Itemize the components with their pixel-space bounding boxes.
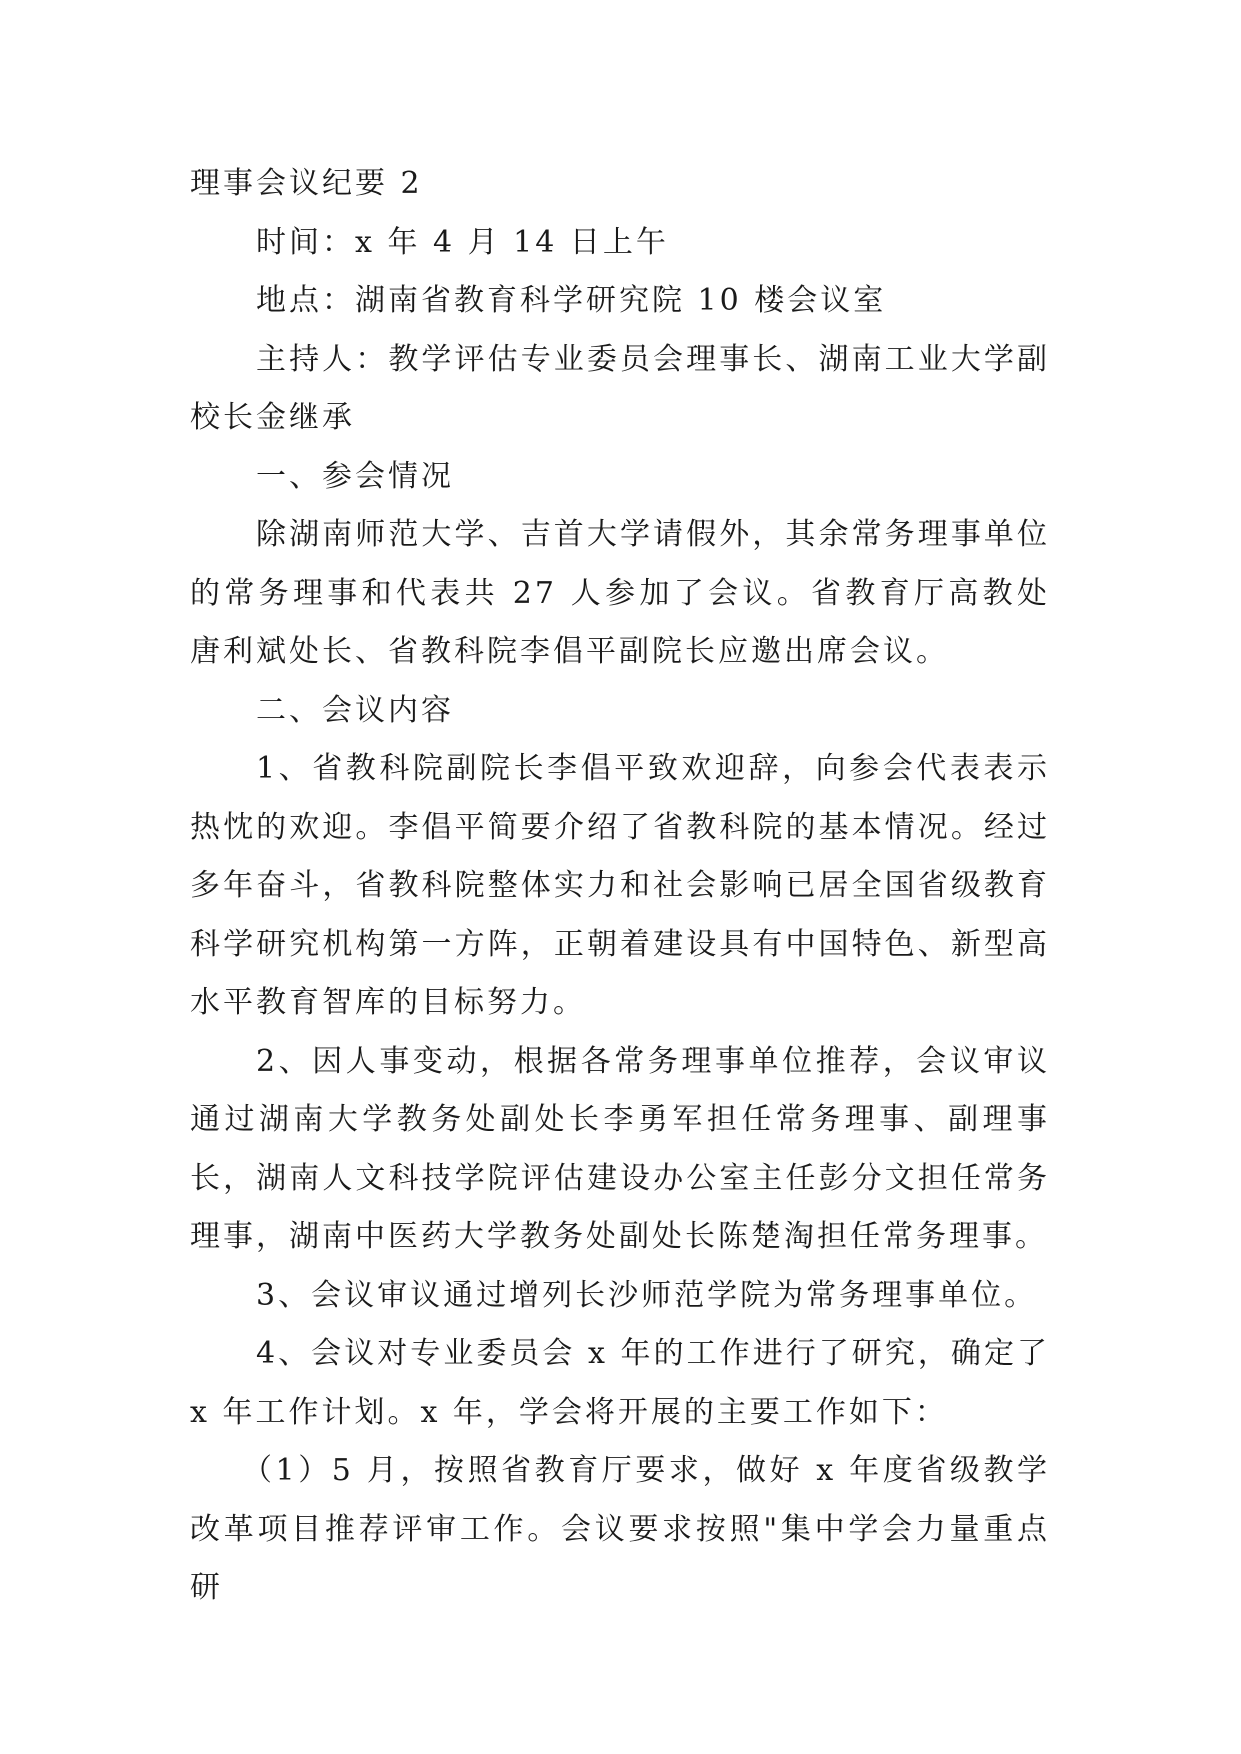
content-item-3: 3、会议审议通过增列长沙师范学院为常务理事单位。 <box>256 1277 1038 1313</box>
document-body <box>190 155 1050 1618</box>
meeting-host: 主持人：教学评估专业委员会理事长、湖南工业大学副校长金继承 <box>190 341 1050 435</box>
content-item-1: 1、省教科院副院长李倡平致欢迎辞，向参会代表表示热忱的欢迎。李倡平简要介绍了省教科院的基本情况。经过多年奋斗，省教科院整体实力和社会影响已居全国省级教育科学研究机构第一方阵，正朝着建设具有中国特色、新型高水平教育智库的目标努力。 <box>190 751 1050 1020</box>
content-item-2: 2、因人事变动，根据各常务理事单位推荐，会议审议通过湖南大学教务处副处长李勇军担任常务理事、副理事长，湖南人文科技学院评估建设办公室主任彭分文担任常务理事，湖南中医药大学教务处副处长陈楚淘担任常务理事。 <box>190 1043 1050 1254</box>
meeting-location: 地点：湖南省教育科学研究院 10 楼会议室 <box>256 283 887 318</box>
content-subitem-1: （1）5 月，按照省教育厅要求，做好 x 年度省级教学改革项目推荐评审工作。会议要求按照"集中学会力量重点研 <box>190 1453 1050 1605</box>
content-item-4: 4、会议对专业委员会 x 年的工作进行了研究，确定了 x 年工作计划。x 年，学会将开展的主要工作如下： <box>190 1336 1050 1430</box>
document-title: 理事会议纪要 2 <box>190 166 423 201</box>
section-content-heading: 二、会议内容 <box>256 692 454 728</box>
section-attendance-body: 除湖南师范大学、吉首大学请假外，其余常务理事单位的常务理事和代表共 27 人参加了会议。省教育厅高教处唐利斌处长、省教科院李倡平副院长应邀出席会议。 <box>190 517 1050 669</box>
section-attendance-heading: 一、参会情况 <box>256 458 454 494</box>
meeting-time: 时间：x 年 4 月 14 日上午 <box>256 224 669 260</box>
